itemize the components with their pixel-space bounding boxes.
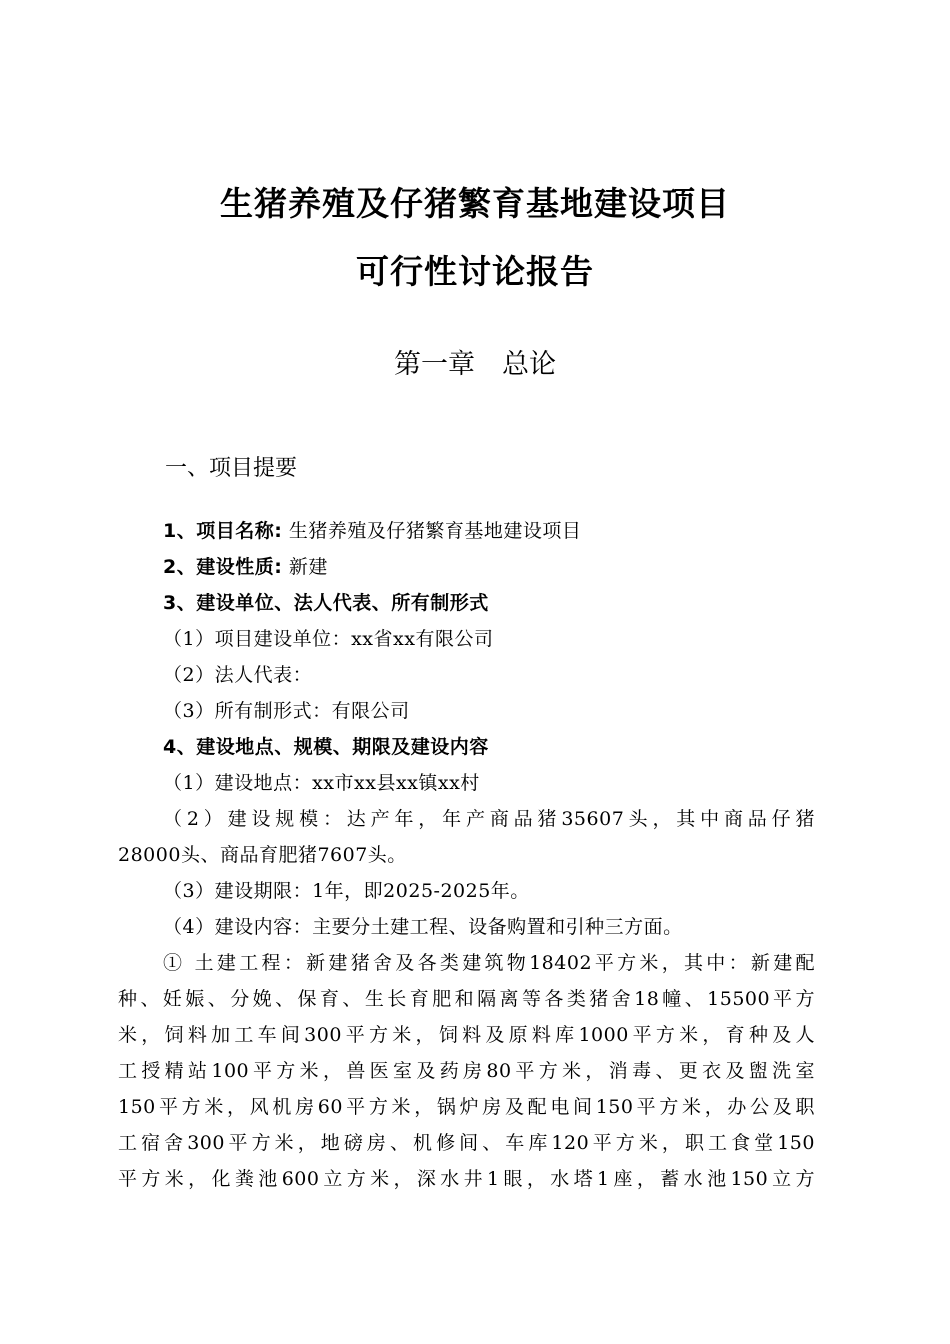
document-title-line-1: 生猪养殖及仔猪繁育基地建设项目	[220, 184, 730, 223]
section-heading: 一、项目提要	[165, 456, 298, 481]
item-label: 1、项目名称:	[163, 520, 283, 542]
civil-works-line-7: 平方米，化粪池600立方米，深水井1眼，水塔1座，蓄水池150立方	[118, 1168, 815, 1190]
item-legal-representative: （2）法人代表：	[163, 664, 313, 686]
item-construction-period: （3）建设期限：1年，即2025-2025年。	[163, 880, 530, 902]
civil-works-line-3: 米，饲料加工车间300平方米，饲料及原料库1000平方米，育种及人	[118, 1024, 815, 1046]
item-project-name	[163, 516, 581, 543]
item-ownership-form: （3）所有制形式：有限公司	[163, 700, 410, 722]
item-heading-construction-unit: 3、建设单位、法人代表、所有制形式	[163, 592, 489, 614]
civil-works-line-2: 种、妊娠、分娩、保育、生长育肥和隔离等各类猪舍18幢、15500平方	[118, 988, 815, 1010]
item-construction-content: （4）建设内容：主要分土建工程、设备购置和引种三方面。	[163, 916, 683, 938]
item-construction-unit: （1）项目建设单位：xx省xx有限公司	[163, 628, 494, 650]
document-title-line-2: 可行性讨论报告	[356, 252, 594, 291]
item-site-location: （1）建设地点：xx市xx县xx镇xx村	[163, 772, 480, 794]
item-scale-line-1: （2）建设规模：达产年，年产商品猪35607头，其中商品仔猪	[163, 808, 815, 830]
item-scale-line-2: 28000头、商品育肥猪7607头。	[118, 844, 407, 866]
item-label: 2、建设性质:	[163, 556, 283, 578]
civil-works-line-4: 工授精站100平方米，兽医室及药房80平方米，消毒、更衣及盥洗室	[118, 1060, 815, 1082]
item-construction-nature	[163, 552, 328, 579]
civil-works-line-5: 150平方米，风机房60平方米，锅炉房及配电间150平方米，办公及职	[118, 1096, 815, 1118]
chapter-heading: 第一章 总论	[394, 349, 556, 380]
item-value: 新建	[288, 556, 328, 578]
item-heading-site: 4、建设地点、规模、期限及建设内容	[163, 736, 489, 758]
item-value: 生猪养殖及仔猪繁育基地建设项目	[288, 520, 582, 542]
civil-works-line-1: ① 土建工程：新建猪舍及各类建筑物18402平方米，其中：新建配	[163, 952, 815, 974]
civil-works-line-6: 工宿舍300平方米，地磅房、机修间、车库120平方米，职工食堂150	[118, 1132, 815, 1154]
